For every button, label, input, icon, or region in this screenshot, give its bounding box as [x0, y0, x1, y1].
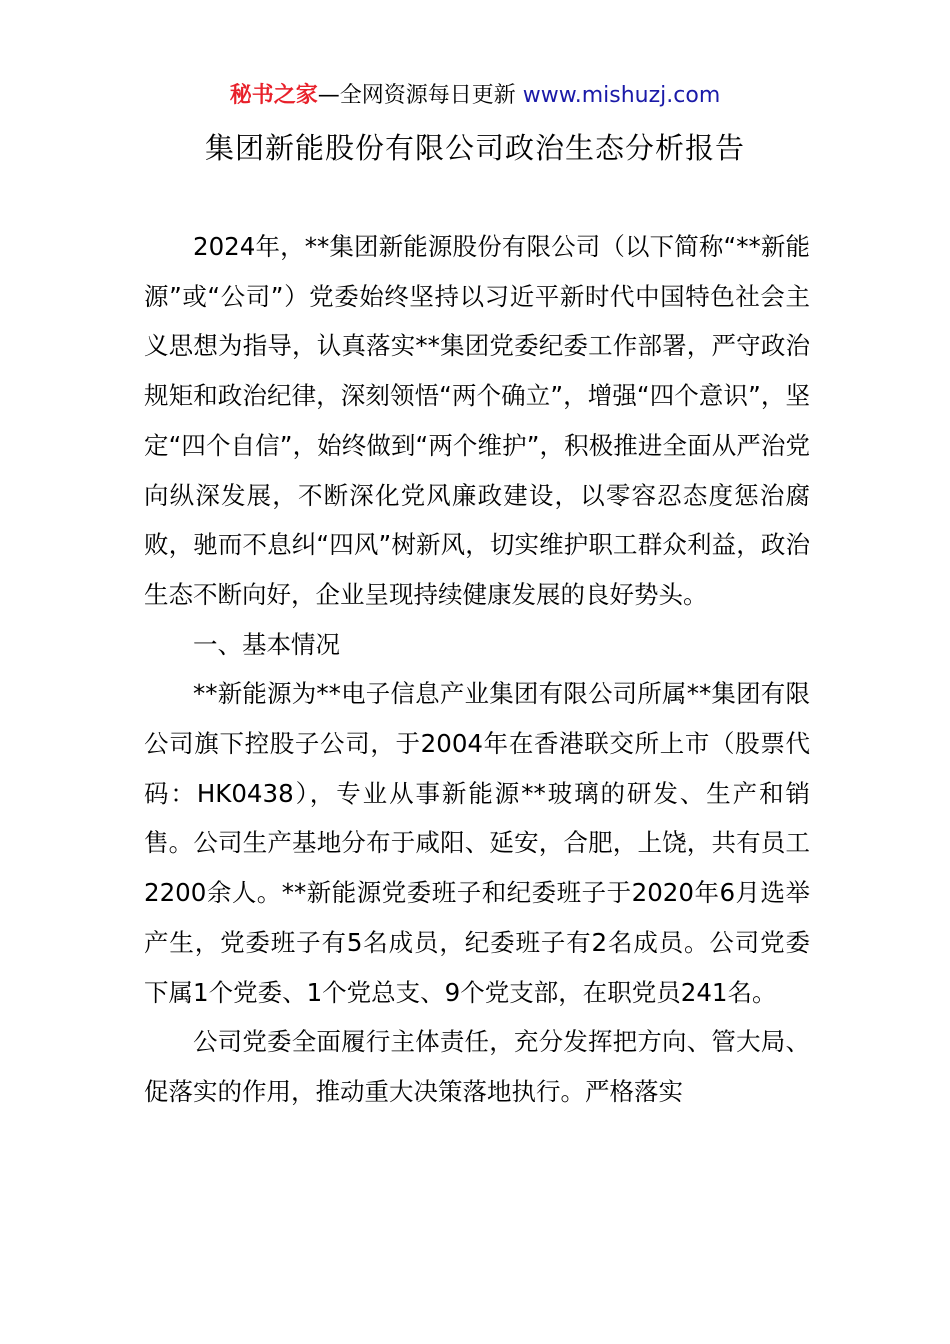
- document-body: [144, 222, 810, 1117]
- document-title: 集团新能股份有限公司政治生态分析报告: [204, 131, 745, 165]
- site-url-link[interactable]: www.mishuzj.com: [522, 83, 721, 108]
- paragraph-basic-info: **新能源为**电子信息产业集团有限公司所属**集团有限公司旗下控股子公司，于2004年在香港联交所上市（股票代码：HK0438），专业从事新能源**玻璃的研发、生产和销售。公司生产基地分布于咸阳、延安，合肥，上饶，共有员工2200余人。**新能源党委班子和纪委班子于2020年6月选举产生，党委班子有5名成员，纪委班子有2名成员。公司党委下属1个党委、1个党总支、9个党支部，在职党员241名。: [144, 679, 810, 1007]
- site-header: [0, 80, 950, 112]
- paragraph-party-committee: 公司党委全面履行主体责任，充分发挥把方向、管大局、促落实的作用，推动重大决策落地执行。严格落实: [144, 1027, 810, 1106]
- paragraph-intro: 2024年，**集团新能源股份有限公司（以下简称“**新能源”或“公司”）党委始终坚持以习近平新时代中国特色社会主义思想为指导，认真落实**集团党委纪委工作部署，严守政治规矩和政治纪律，深刻领悟“两个确立”，增强“四个意识”，坚定“四个自信”，始终做到“两个维护”，积极推进全面从严治党向纵深发展，不断深化党风廉政建设，以零容忍态度惩治腐败，驰而不息纠“四风”树新风，切实维护职工群众利益，政治生态不断向好，企业呈现持续健康发展的良好势头。: [144, 232, 810, 609]
- site-tagline: —全网资源每日更新: [317, 83, 523, 108]
- section-heading-basic-info: 一、基本情况: [193, 629, 340, 659]
- site-brand: 秘书之家: [229, 83, 318, 108]
